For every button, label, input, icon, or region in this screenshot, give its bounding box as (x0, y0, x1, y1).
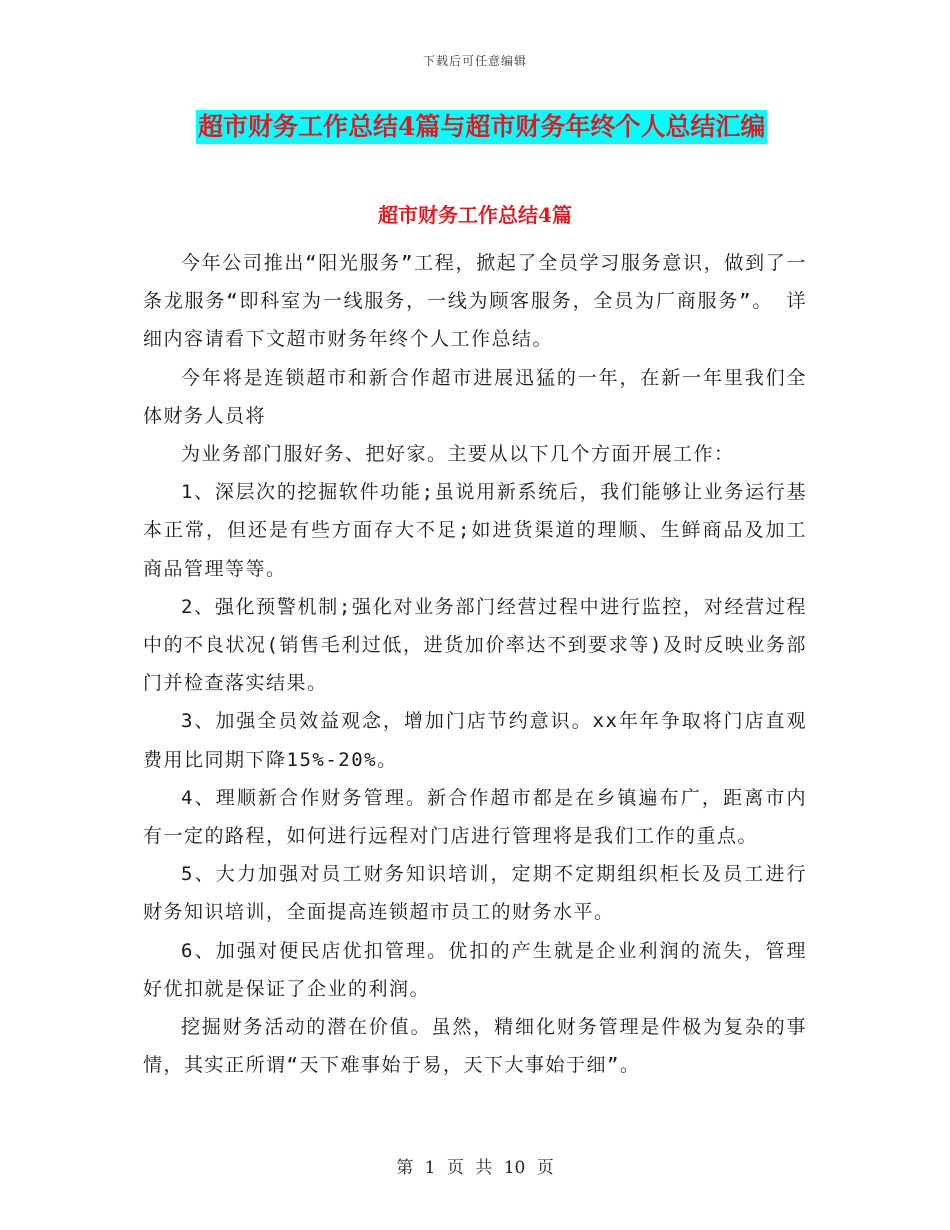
list-item-5: 5、大力加强对员工财务知识培训，定期不定期组织柜长及员工进行财务知识培训，全面提高连锁超市员工的财务水平。 (143, 863, 807, 924)
list-item-4: 4、理顺新合作财务管理。新合作超市都是在乡镇遍布广，距离市内有一定的路程，如何进行远程对门店进行管理将是我们工作的重点。 (143, 786, 807, 848)
list-item-6: 6、加强对便民店优扣管理。优扣的产生就是企业利润的流失，管理好优扣就是保证了企业的利润。 (143, 939, 807, 1000)
paragraph: 今年公司推出“阳光服务”工程，掀起了全员学习服务意识，做到了一条龙服务“即科室为一线服务，一线为顾客服务，全员为厂商服务”。 详细内容请看下文超市财务年终个人工作总结。 (143, 252, 807, 351)
body-content (143, 244, 807, 1084)
list-item-3: 3、加强全员效益观念，增加门店节约意识。xx年年争取将门店直观费用比同期下降15%-20%。 (143, 710, 807, 771)
paragraph: 为业务部门服好务、把好家。主要从以下几个方面开展工作： (181, 443, 735, 466)
paragraph: 挖掘财务活动的潜在价值。虽然，精细化财务管理是件极为复杂的事情，其实正所谓“天下难事始于易，天下大事始于细”。 (143, 1016, 807, 1077)
paragraph: 今年将是连锁超市和新合作超市进展迅猛的一年，在新一年里我们全体财务人员将 (143, 366, 807, 427)
list-item-2: 2、强化预警机制;强化对业务部门经营过程中进行监控，对经营过程中的不良状况(销售毛利过低，进货加价率达不到要求等)及时反映业务部门并检查落实结果。 (143, 595, 807, 695)
header-note: 下载后可任意编辑 (422, 54, 527, 68)
section-title: 超市财务工作总结4篇 (378, 203, 572, 227)
list-item-1: 1、深层次的挖掘软件功能;虽说用新系统后，我们能够让业务运行基本正常，但还是有些方面存大不足;如进货渠道的理顺、生鲜商品及加工商品管理等等。 (143, 481, 807, 580)
page-number: 第 1 页 共 10 页 (396, 1158, 554, 1178)
main-title: 超市财务工作总结4篇与超市财务年终个人总结汇编 (196, 110, 767, 144)
